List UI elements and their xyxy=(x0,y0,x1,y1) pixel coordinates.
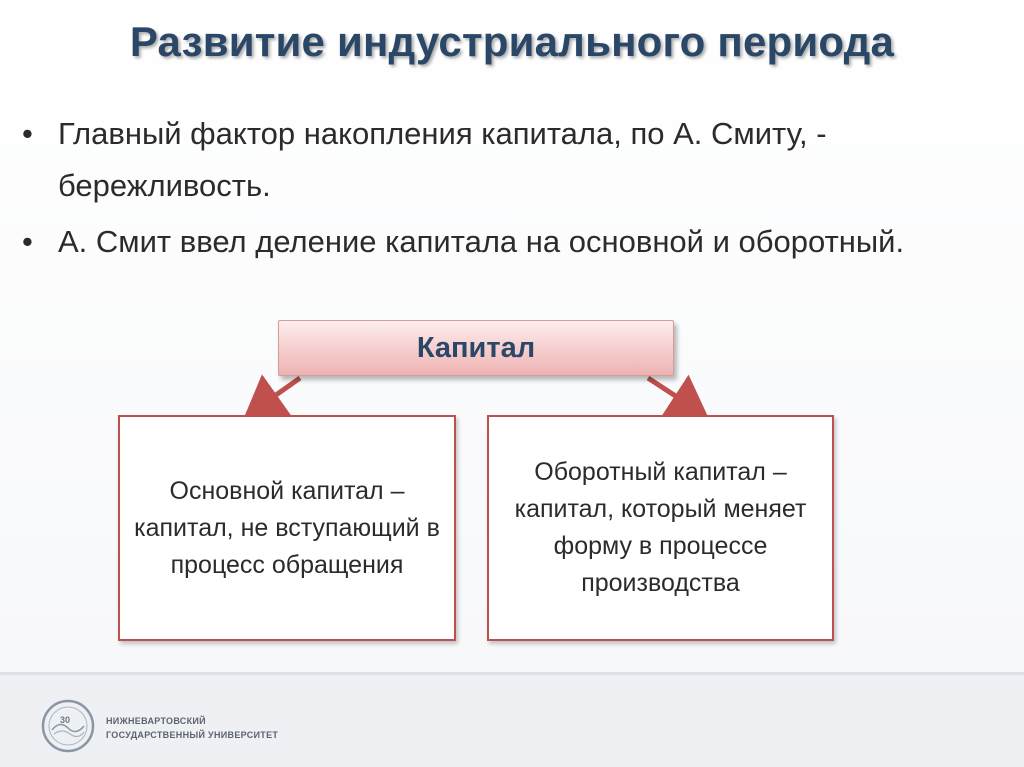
bullet-marker: • xyxy=(22,224,33,259)
university-name-line-2: ГОСУДАРСТВЕННЫЙ УНИВЕРСИТЕТ xyxy=(106,730,279,740)
fixed-capital-text: Основной капитал – капитал, не вступающий в процесс обращения xyxy=(134,476,440,579)
university-logo-icon xyxy=(40,698,96,754)
bullet-list xyxy=(22,108,982,272)
circulating-capital-text: Оборотный капитал – капитал, который меняет форму в процессе производства xyxy=(514,458,807,597)
bullet-text: А. Смит ввел деление капитала на основной и оборотный. xyxy=(58,224,905,259)
bullet-marker: • xyxy=(22,116,33,151)
slide-title: Развитие индустриального периода xyxy=(129,18,895,65)
university-name xyxy=(106,714,278,742)
capital-root-box: Капитал xyxy=(278,320,674,376)
university-name-line-1: НИЖНЕВАРТОВСКИЙ xyxy=(106,716,206,726)
circulating-capital-box xyxy=(487,415,834,641)
logo-number: 30 xyxy=(60,715,71,725)
bullet-item-2 xyxy=(22,216,982,268)
footer-divider xyxy=(0,672,1024,675)
bullet-item-1 xyxy=(22,108,982,212)
fixed-capital-box xyxy=(118,415,456,641)
bullet-text: Главный фактор накопления капитала, по А. Смиту, - бережливость. xyxy=(58,116,827,203)
